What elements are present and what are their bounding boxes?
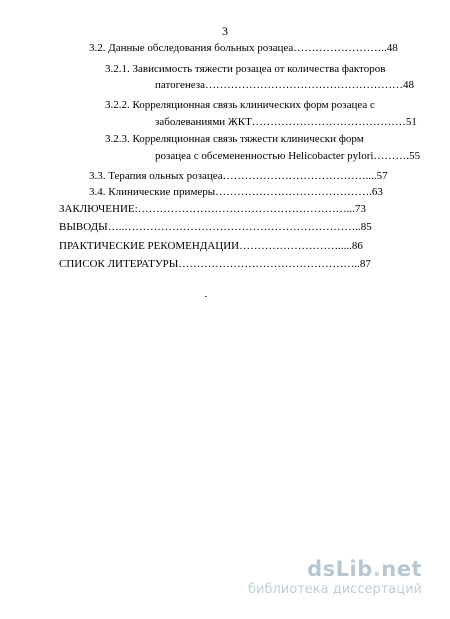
toc-entry-3-2: 3.2. Данные обследования больных розацеа……………………..48 (89, 42, 398, 54)
watermark (248, 557, 422, 597)
toc-entry-3-3: 3.3. Терапия ольных розацеа…………………………………....57 (89, 170, 388, 182)
stray-mark (205, 296, 207, 297)
watermark-logo-tld: net (381, 557, 422, 581)
watermark-logo-main: dsLib (307, 557, 373, 581)
toc-entry-findings: ВЫВОДЫ…..………………………………………………………..85 (59, 221, 372, 233)
toc-entry-3-2-2-title: 3.2.2. Корреляционная связь клинических форм розацеа с (105, 99, 375, 111)
page-number: 3 (222, 24, 228, 38)
watermark-logo (248, 557, 422, 581)
toc-entry-3-2-3-page: розацеа с обсемененностью Helicobacter pylori……….55 (155, 150, 421, 162)
toc-entry-conclusion: ЗАКЛЮЧЕНИЕ:…………………………………………………...73 (59, 203, 366, 215)
watermark-logo-dot: . (372, 557, 382, 581)
toc-entry-references: СПИСОК ЛИТЕРАТУРЫ…………………………………………..87 (59, 258, 371, 270)
toc-entry-recommendations: ПРАКТИЧЕСКИЕ РЕКОМЕНДАЦИИ……………………….....86 (59, 240, 363, 252)
toc-entry-3-2-2-page: заболеваниями ЖКТ……………………………………51 (155, 116, 417, 128)
watermark-tagline: библиотека диссертаций (248, 582, 422, 597)
toc-entry-3-2-3-title: 3.2.3. Корреляционная связь тяжести клинически форм (105, 133, 364, 145)
toc-entry-3-2-1-page: патогенеза………………………………………………48 (155, 79, 415, 91)
toc-entry-3-4: 3.4. Клинические примеры…………………………………….63 (89, 186, 383, 198)
toc-entry-3-2-1-title: 3.2.1. Зависимость тяжести розацеа от количества факторов (105, 63, 386, 75)
